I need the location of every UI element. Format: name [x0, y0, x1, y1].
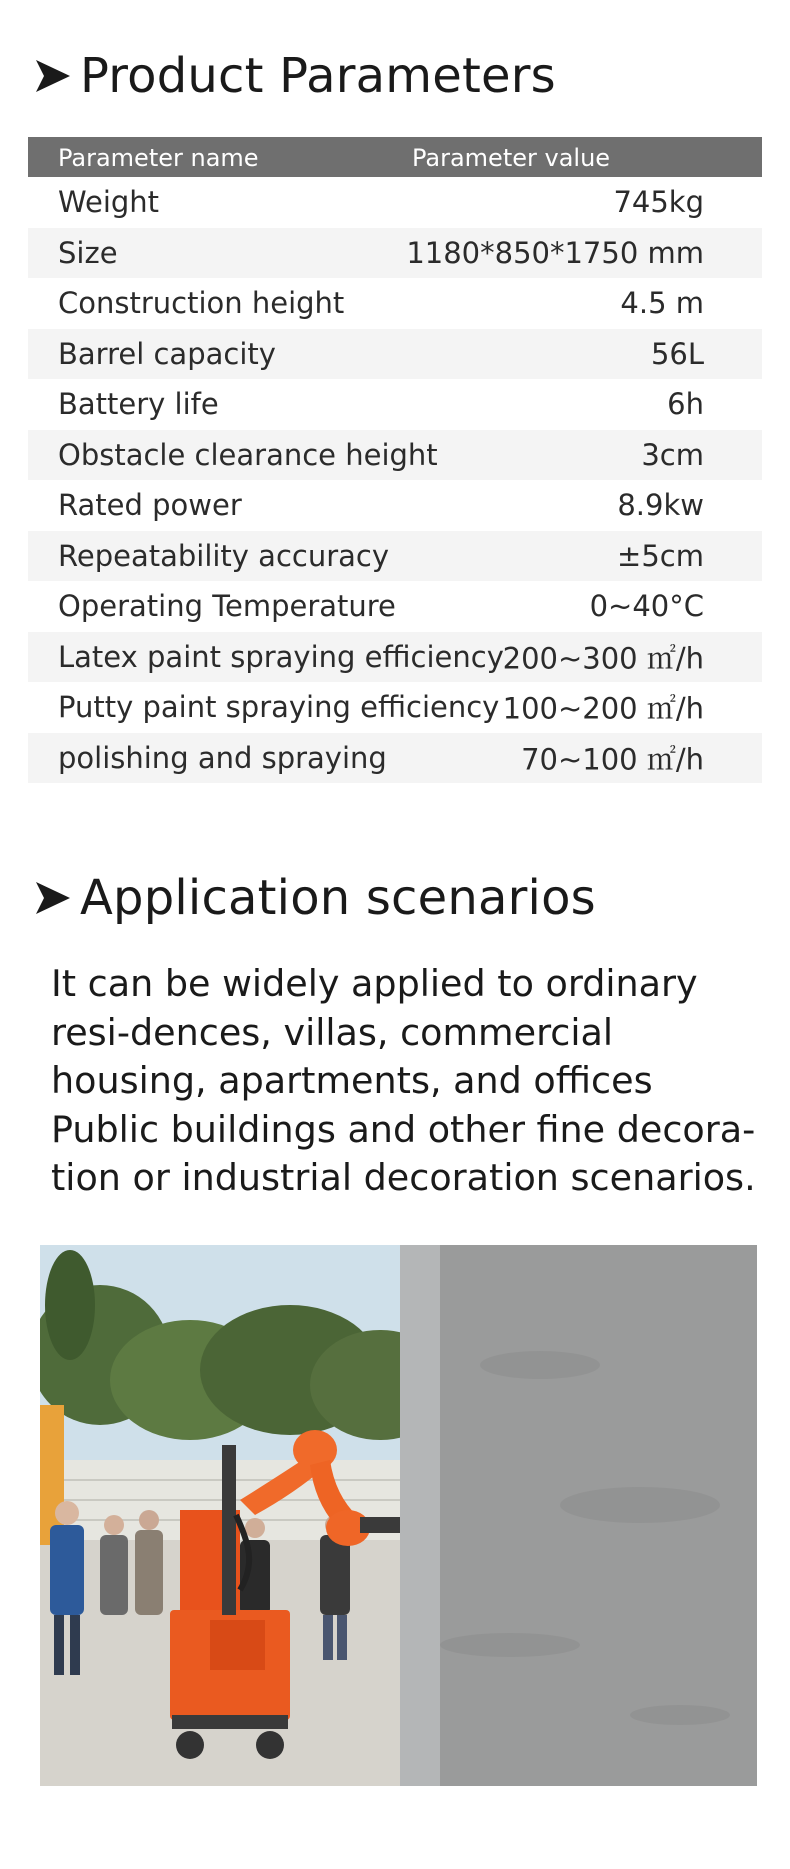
parameter-name: polishing and spraying — [58, 740, 387, 775]
column-header-name: Parameter name — [58, 144, 259, 172]
table-body — [28, 177, 762, 783]
parameter-name: Barrel capacity — [58, 336, 276, 371]
section-title: Application scenarios — [80, 870, 596, 926]
parameter-value: 3cm — [641, 437, 704, 472]
parameter-value: 6h — [667, 387, 704, 422]
application-scenarios-heading — [34, 866, 596, 930]
parameter-name: Operating Temperature — [58, 589, 396, 624]
parameter-name: Repeatability accuracy — [58, 538, 390, 573]
parameter-name: Battery life — [58, 387, 219, 422]
parameter-value: 1180*850*1750 mm — [406, 235, 704, 270]
parameter-value: 70~100 ㎡/h — [521, 742, 704, 777]
application-paragraph: It can be widely applied to ordinary resi-dences, villas, commercial housing, apartments, and offices — [51, 962, 698, 1102]
table-row — [28, 228, 762, 279]
table-header — [28, 137, 762, 177]
parameter-value: 0~40°C — [589, 589, 704, 624]
parameter-name: Size — [58, 235, 118, 270]
product-parameters-heading — [34, 44, 556, 108]
parameter-value: 200~300 ㎡/h — [502, 641, 704, 676]
application-paragraph: Public buildings and other fine decora-tion or industrial decoration scenarios. — [51, 1107, 756, 1199]
table-row — [28, 581, 762, 632]
parameter-value: 100~200 ㎡/h — [502, 691, 704, 726]
parameter-value: 56L — [650, 336, 704, 371]
table-row — [28, 278, 762, 329]
application-description — [51, 960, 763, 1203]
parameter-value: 4.5 m — [620, 286, 704, 321]
arrow-right-icon — [34, 878, 72, 918]
table-row — [28, 480, 762, 531]
parameter-value: 8.9kw — [617, 488, 704, 523]
table-row — [28, 379, 762, 430]
parameter-name: Obstacle clearance height — [58, 437, 438, 472]
table-row — [28, 733, 762, 784]
table-row — [28, 430, 762, 481]
robot-spraying-wall-photo — [40, 1245, 757, 1786]
parameter-name: Weight — [58, 185, 160, 220]
arrow-right-icon — [34, 56, 72, 96]
column-header-value: Parameter value — [412, 144, 611, 172]
table-row — [28, 682, 762, 733]
parameter-name: Construction height — [58, 286, 345, 321]
parameter-table — [28, 137, 762, 783]
table-row — [28, 329, 762, 380]
parameter-value: ±5cm — [617, 538, 704, 573]
parameter-name: Latex paint spraying efficiency — [58, 639, 504, 674]
parameter-value: 745kg — [613, 185, 704, 220]
parameter-name: Putty paint spraying efficiency — [58, 690, 500, 725]
section-title: Product Parameters — [80, 48, 556, 104]
table-row — [28, 177, 762, 228]
table-row — [28, 531, 762, 582]
photo-illustration — [40, 1245, 757, 1786]
table-row — [28, 632, 762, 683]
parameter-name: Rated power — [58, 488, 242, 523]
